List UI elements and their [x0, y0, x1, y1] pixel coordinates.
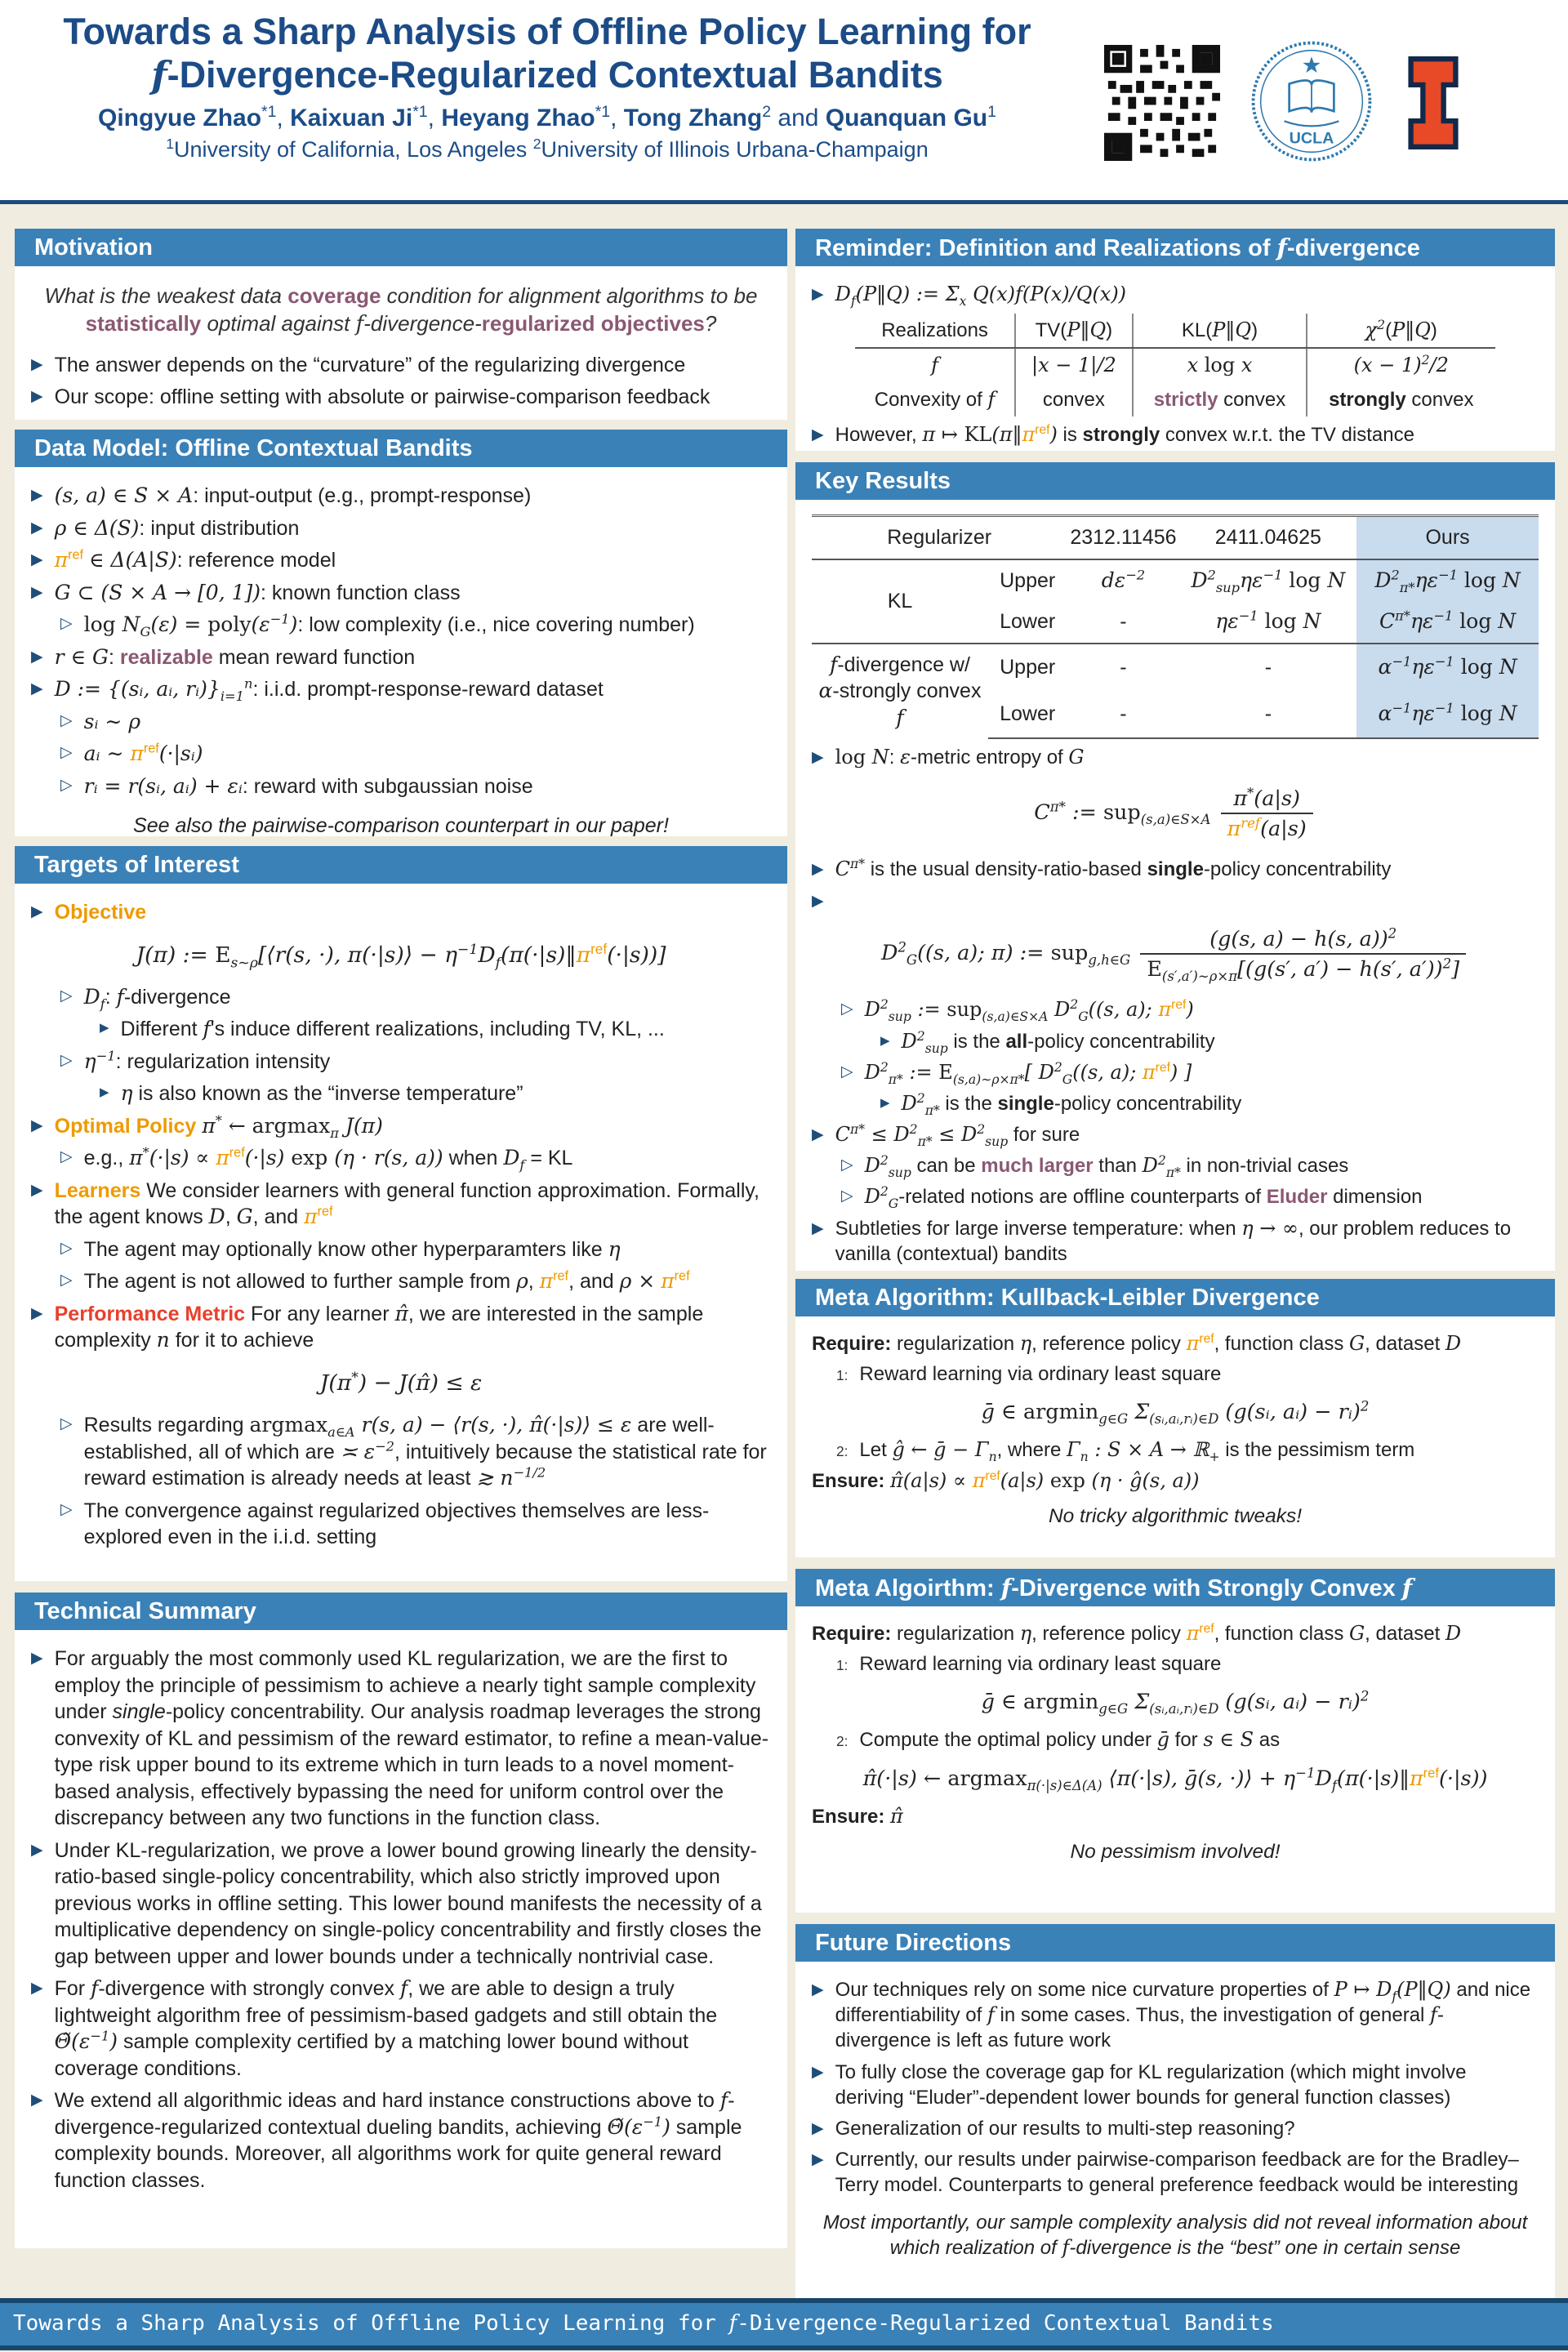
bullet-text: (s, a) ∈ S × A: input-output (e.g., prompt-response) — [54, 483, 532, 507]
equation: $C^{\pi*}$ := sup$_{(s,a)\in S\times A}$ $\frac{\pi^*(a|s)}{\pi^{ref}(a|s)}$ — [812, 785, 1539, 842]
triangle-bullet-icon: ▶ — [880, 1094, 890, 1110]
triangle-bullet-icon: ▶ — [812, 2118, 824, 2137]
triangle-bullet-icon: ▶ — [812, 1125, 824, 1144]
bullet-text: η is also known as the “inverse temperature” — [120, 1081, 523, 1106]
section-header-key-results: Key Results — [795, 462, 1555, 500]
triangle-bullet-icon: ▶ — [31, 647, 43, 666]
table-cell: - — [1180, 691, 1357, 738]
bullet-text: Different f's induce different realizations, including TV, KL, ... — [120, 1017, 665, 1041]
triangle-bullet-icon: ▷ — [841, 1000, 853, 1018]
illinois-block-i-logo — [1406, 56, 1460, 150]
bullet-text: $\pi^{ref}$ ∈ Δ(A|S): reference model — [54, 547, 336, 572]
table-header-cell: 2312.11456 — [1067, 516, 1179, 559]
bullet-text: Currently, our results under pairwise-comparison feedback are for the Bradley–Terry model. Counterparts to general preference feedback would be interesting — [835, 2149, 1519, 2197]
bullet-item — [31, 1838, 771, 1971]
bound-type: Upper — [1000, 568, 1056, 592]
bullet-text: Our scope: offline setting with absolute or pairwise-comparison feedback — [54, 385, 710, 409]
bound-type: Upper — [988, 644, 1067, 691]
bullet-item — [31, 899, 771, 926]
authors: Qingyue Zhao$^{*1}$, Kaixuan Ji$^{*1}$, Heyang Zhao$^{*1}$, Tong Zhang$^2$ and Quanquan Gu$^1$ — [98, 103, 996, 132]
title-block — [24, 10, 1070, 163]
bullet-text: rᵢ = r(sᵢ, aᵢ) + εᵢ: reward with subgaussian noise — [83, 773, 533, 798]
table-cell-ours: $C^{\pi*}\eta\varepsilon^{-1}$ log N — [1356, 601, 1539, 644]
sub-bullet-item — [60, 1498, 771, 1551]
triangle-bullet-icon: ▶ — [100, 1020, 109, 1036]
triangle-bullet-icon: ▶ — [31, 486, 43, 504]
triangle-bullet-icon: ▷ — [60, 710, 73, 729]
section-body-motivation — [15, 266, 787, 420]
bullet-item — [812, 1977, 1539, 2054]
table-header-cell: Regularizer — [812, 516, 1067, 559]
bound-type: Lower — [1000, 610, 1056, 633]
bullet-text: Learners We consider learners with general function approximation. Formally, the agent knows D, G, and $\pi^{ref}$ — [54, 1178, 760, 1229]
triangle-bullet-icon: ▶ — [812, 1218, 824, 1237]
poster-title-line1: Towards a Sharp Analysis of Offline Policy Learning for — [63, 11, 1031, 52]
bullet-text: We extend all algorithmic ideas and hard instance constructions above to f-divergence-regularized contextual dueling bandits, achieving $\Thetã(\varepsilon^{-1})$ sample complexity bounds. Moreover, all algorithms work for quite general reward function classes. — [54, 2088, 742, 2192]
sub-bullet-item — [60, 773, 771, 800]
section-body-meta-algorithm-kl — [795, 1316, 1555, 1557]
bullet-item — [812, 2147, 1539, 2198]
text-line: 1: Reward learning via ordinary least square — [836, 1363, 1222, 1386]
text-line: 1: Reward learning via ordinary least square — [836, 1653, 1222, 1676]
table-header-cell: Realizations — [855, 314, 1014, 348]
bullet-text: $D^2_{sup}$ can be much larger than $D^2_{\pi*}$ in non-trivial cases — [864, 1153, 1349, 1181]
bullet-item — [31, 515, 771, 542]
bullet-item — [812, 1216, 1539, 1267]
triangle-bullet-icon: ▷ — [60, 775, 73, 794]
bullet-text: log N: ε-metric entropy of G — [835, 746, 1085, 768]
section-body-key-results — [795, 500, 1555, 1271]
bullet-text: $D^2_{sup}$ := sup$_{(s,a)\in S\times A}$ $D^2_G((s$, a); $\pi^{ref}$) — [864, 997, 1194, 1025]
triangle-bullet-icon: ▶ — [812, 2062, 824, 2081]
triangle-bullet-icon: ▶ — [812, 748, 824, 766]
equation: ḡ ∈ argmin$_{g\in G}$ $\Sigma_{(sᵢ,aᵢ,rᵢ)\in D}$ (g(sᵢ, aᵢ) − rᵢ)$^2$ — [981, 1398, 1370, 1428]
bullet-item — [812, 422, 1539, 448]
table-cell: - — [1067, 691, 1179, 738]
triangle-bullet-icon: ▶ — [31, 1979, 43, 1997]
triangle-bullet-icon: ▷ — [60, 743, 73, 761]
bullet-item — [31, 644, 771, 671]
text-line: See also the pairwise-comparison counterpart in our paper! — [133, 814, 669, 836]
section-header-meta-algorithm-kl: Meta Algorithm: Kullback-Leibler Divergence — [795, 1279, 1555, 1316]
section-header-future-directions: Future Directions — [795, 1924, 1555, 1962]
sub-bullet-item — [100, 1080, 771, 1107]
bullet-text: $\log N_G(\varepsilon)$ = $poly(\varepsilon^{-1})$: low complexity (i.e., nice covering number) — [83, 611, 695, 639]
fraction: $\frac{(g(s, a) - h(s, a))^2}{E_{(s',a')\sim\rho\times\pi}[(g(s', a') - h(s', a'))^2]}$ — [1140, 925, 1466, 982]
equation: J(π*) − J(π̂) ≤ ε — [319, 1370, 483, 1396]
text-line: 2: Let ĝ ← ḡ − $\Gamma_n$, where $\Gamma_n$ : S × A → ℝ$_+$ is the pessimism term — [836, 1438, 1415, 1465]
text-line: Ensure: π̂(a|s) ∝ $\pi^{ref}(a|s)$ exp (η · ĝ(s, a)) — [812, 1468, 1200, 1492]
sub-bullet-item — [60, 612, 771, 639]
equation: π̂(·|s) ← argmax$_{\pi(\cdot|s)\in\Delta(A)}$ ⟨π(·|s), ḡ(s, ·)⟩ + $\eta^{-1}D_f(\pi(\cdot|s)‖\pi^{ref}(\cdot|s))$ — [862, 1765, 1488, 1793]
sub-bullet-item — [880, 1091, 1539, 1116]
bullet-text: Subtleties for large inverse temperature: when η → ∞, our problem reduces to vanilla (contextual) bandits — [835, 1216, 1512, 1265]
table-cell: - — [1180, 644, 1357, 691]
bullet-text: $D^2_G$-related notions are offline counterparts of Eluder dimension — [864, 1184, 1423, 1212]
section-body-future-directions — [795, 1962, 1555, 2298]
section-body-reminder — [795, 266, 1555, 451]
section-body-targets — [15, 884, 787, 1581]
section-header-technical-summary: Technical Summary — [15, 1592, 787, 1630]
bullet-item — [812, 2060, 1539, 2110]
triangle-bullet-icon: ▶ — [100, 1085, 109, 1100]
poster-title-line2: f-Divergence-Regularized Contextual Bandits — [151, 53, 943, 97]
bullet-text: $D^2_{\pi*}$ := $E_{(s,a)\sim\rho\times\pi*}$[ $D^2_G((s$, a); $\pi^{ref}$) ] — [864, 1059, 1192, 1087]
sub-bullet-item — [60, 984, 771, 1011]
bullet-item — [812, 2116, 1539, 2141]
table-cell: f — [931, 354, 938, 377]
table-cell: - — [1120, 610, 1127, 633]
table-cell-ours: $\alpha^{-1}\eta\varepsilon^{-1}$ log N — [1356, 644, 1539, 691]
table-cell: Convexity of f — [874, 387, 996, 411]
triangle-bullet-icon: ▶ — [31, 1303, 43, 1322]
text-line: Require: regularization η, reference policy $\pi^{ref}$, function class G, dataset D — [812, 1332, 1462, 1355]
triangle-bullet-icon: ▶ — [31, 1840, 43, 1859]
qr-code-icon — [1104, 45, 1220, 161]
bullet-text: Objective — [54, 901, 147, 924]
bound-type: Lower — [988, 691, 1067, 738]
bullet-item — [31, 676, 771, 703]
triangle-bullet-icon: ▶ — [31, 902, 43, 920]
bullet-text: The convergence against regularized objectives themselves are less-explored even in the i.i.d. setting — [83, 1499, 710, 1549]
bullet-text: Optimal Policy π* ← argmax$_\pi$ J(π) — [54, 1112, 383, 1141]
bullet-text: $D^2_{\pi*}$ is the single-policy concentrability — [901, 1090, 1242, 1118]
regularizer-kl-label: KL — [887, 589, 913, 612]
triangle-bullet-icon: ▷ — [60, 1271, 73, 1290]
sub-bullet-item — [841, 1060, 1539, 1085]
equation: $D^2_G((s$, a); π) := sup$_{g,h\in G}$ $\frac{(g(s, a) - h(s, a))^2}{E_{(s',a')\sim\rho\times\pi}[(g(s', a') - h(s', a'))^2]}$ — [812, 925, 1539, 982]
bullet-item — [31, 1178, 771, 1231]
bullet-item — [31, 384, 771, 411]
fraction: $\frac{\pi^*(a|s)}{\pi^{ref}(a|s)}$ — [1221, 785, 1313, 842]
triangle-bullet-icon: ▶ — [31, 1116, 43, 1134]
equation: ḡ ∈ argmin$_{g\in G}$ $\Sigma_{(sᵢ,aᵢ,rᵢ)\in D}$ (g(sᵢ, aᵢ) − rᵢ)$^2$ — [981, 1688, 1370, 1717]
section-body-technical-summary — [15, 1630, 787, 2248]
bullet-item — [812, 282, 1539, 307]
equation: J(π) := $E_{s\sim\rho}[⟨r(s$, ·), π(·|s)⟩ − $\eta^{-1}D_f(\pi(\cdot|s)‖\pi^{ref}(\cdot|s))$] — [136, 940, 666, 971]
triangle-bullet-icon: ▶ — [31, 387, 43, 406]
section-body-data-model — [15, 467, 787, 836]
triangle-bullet-icon: ▶ — [812, 425, 824, 443]
section-header-reminder: Reminder: Definition and Realizations of f-divergence — [795, 229, 1555, 266]
table-header-cell: KL(P‖Q) — [1133, 314, 1307, 348]
triangle-bullet-icon: ▷ — [841, 1187, 853, 1205]
table-cell: $D^2_{sup}\eta\varepsilon^{-1}$ log N — [1191, 567, 1346, 595]
bullet-text: $D^2_{sup}$ is the all-policy concentrability — [901, 1028, 1215, 1056]
bullet-text: e.g., $\pi^*(\cdot|s) \propto \pi^{ref}(\cdot|s)$ exp (η · r(s, a)) when $D_f$ = KL — [83, 1145, 573, 1174]
bullet-item — [31, 1976, 771, 2082]
bullet-item — [31, 352, 771, 379]
sub-bullet-item — [880, 1029, 1539, 1054]
bullet-item — [812, 1122, 1539, 1147]
bullet-item — [31, 1301, 771, 1354]
table-row — [855, 348, 1494, 382]
triangle-bullet-icon: ▷ — [841, 1062, 853, 1080]
sub-bullet-item — [60, 1412, 771, 1492]
affiliations: $^1$University of California, Los Angeles $^2$University of Illinois Urbana-Champaign — [166, 136, 929, 163]
label-line: f-divergence w/ — [830, 652, 970, 676]
bullet-text: sᵢ ∼ ρ — [83, 709, 141, 733]
section-header-motivation: Motivation — [15, 229, 787, 266]
bullet-text: ρ ∈ Δ(S): input distribution — [54, 515, 300, 540]
bullet-text: For arguably the most commonly used KL regularization, we are the first to employ the principle of pessimism to achieve a nearly tight sample complexity under single-policy concentrability. Our analysis roadmap leverages the strong convexity of KL and pessimism of the reward estimator, to refine a mean-value-type risk upper bound to its extreme which in turn leads to a novel moment-based analysis, effectively bypassing the need for uniform control over the discrepancy between any two functions in the function class. — [54, 1647, 769, 1829]
regularizer-f-divergence-label — [812, 644, 988, 739]
ucla-seal-logo — [1250, 39, 1374, 163]
footer-title: Towards a Sharp Analysis of Offline Policy Learning for f-Divergence-Regularized Contextual Bandits — [13, 2311, 1274, 2336]
triangle-bullet-icon: ▶ — [31, 1180, 43, 1199]
bullet-item — [31, 1113, 771, 1140]
table-cell: - — [1067, 644, 1179, 691]
bullet-item — [812, 745, 1539, 770]
header-banner — [0, 0, 1568, 200]
text-line: Require: regularization η, reference policy $\pi^{ref}$, function class G, dataset D — [812, 1622, 1462, 1645]
sub-bullet-item — [841, 1184, 1539, 1212]
bullet-text: To fully close the coverage gap for KL regularization (which might involve deriving “Eluder”-dependent lower bounds for general function classes) — [835, 2060, 1467, 2109]
svg-text:UCLA: UCLA — [1289, 129, 1334, 148]
bullet-text: $\eta^{-1}$: regularization intensity — [83, 1048, 331, 1073]
sub-bullet-item — [841, 997, 1539, 1025]
footer-bar — [0, 2298, 1568, 2350]
bullet-text: The agent is not allowed to further sample from ρ, $\pi^{ref}$, and $\rho \times \pi^{ref}$ — [83, 1269, 690, 1294]
triangle-bullet-icon: ▶ — [31, 582, 43, 601]
reminder-note — [812, 422, 1539, 448]
table-cell: $(x - 1)^2/2$ — [1307, 348, 1495, 382]
table-row — [855, 314, 1494, 348]
bullet-item — [31, 2087, 771, 2194]
sub-bullet-item — [60, 741, 771, 768]
bullet-text: Our techniques rely on some nice curvature properties of P ↦ $D_f(P‖Q)$ and nice differentiability of f in some cases. Thus, the investigation of general f-divergence is left as future work — [835, 1978, 1531, 2052]
bullet-text: D := {(sᵢ, aᵢ, $rᵢ)\}_{i=1}^n$: i.i.d. prompt-response-reward dataset — [54, 675, 604, 704]
bullet-text: The answer depends on the “curvature” of the regularizing divergence — [54, 353, 686, 376]
triangle-bullet-icon: ▶ — [31, 550, 43, 568]
bullet-text: However, π ↦ $KL(\pi‖\pi^{ref})$ is strongly convex w.r.t. the TV distance — [835, 422, 1414, 446]
bullet-text: G ⊂ (S × A → [0, 1]): known function class — [54, 580, 461, 604]
text-line: No tricky algorithmic tweaks! — [1048, 1504, 1303, 1527]
triangle-bullet-icon: ▶ — [31, 679, 43, 697]
triangle-bullet-icon: ▶ — [31, 2091, 43, 2109]
text-line: What is the weakest data coverage condition for alignment algorithms to be statistically optimal against f-divergence-regularized objectives? — [44, 283, 758, 336]
table-header-cell-ours: Ours — [1356, 516, 1539, 559]
table-header-cell: $\chi^2(P‖Q)$ — [1307, 314, 1495, 348]
bullet-item — [812, 889, 1539, 911]
table-cell-ours: $D^2_{\pi*}\eta\varepsilon^{-1}$ log N — [1356, 559, 1539, 602]
bullet-text: Generalization of our results to multi-step reasoning? — [835, 2117, 1295, 2140]
key-results-table — [812, 514, 1539, 739]
table-row — [812, 644, 1539, 691]
bullet-item — [31, 580, 771, 607]
table-row — [812, 516, 1539, 559]
sub-bullet-item — [60, 1145, 771, 1172]
label-line: α-strongly convex f — [818, 679, 982, 729]
f-divergence-realizations-table — [855, 314, 1494, 416]
header-divider — [0, 200, 1568, 204]
bullet-item — [812, 857, 1539, 882]
sub-bullet-item — [60, 1236, 771, 1263]
reminder-definition — [812, 282, 1539, 307]
bullet-text: r ∈ G: realizable mean reward function — [54, 644, 416, 669]
text-line: No pessimism involved! — [1070, 1840, 1281, 1863]
bullet-text: $C^{\pi*} \le D^2_{\pi*} \le D^2_{sup}$ for sure — [835, 1122, 1080, 1149]
table-cell: x log x — [1133, 348, 1307, 382]
text-line: Most importantly, our sample complexity analysis did not reveal information about which realization of f-divergence is the “best” one in certain sense — [822, 2211, 1528, 2259]
triangle-bullet-icon: ▶ — [31, 518, 43, 537]
triangle-bullet-icon: ▷ — [60, 1414, 73, 1433]
bullet-item — [31, 547, 771, 574]
triangle-bullet-icon: ▷ — [60, 1147, 73, 1166]
triangle-bullet-icon: ▶ — [812, 860, 824, 879]
table-row — [812, 559, 1539, 602]
triangle-bullet-icon: ▷ — [60, 614, 73, 632]
table-row — [855, 383, 1494, 416]
triangle-bullet-icon: ▶ — [812, 891, 824, 910]
sub-bullet-item — [60, 1268, 771, 1295]
text-line: Ensure: π̂ — [812, 1804, 903, 1828]
section-header-data-model: Data Model: Offline Contextual Bandits — [15, 430, 787, 467]
section-body-meta-algorithm-f — [795, 1606, 1555, 1913]
bullet-text: $D_f$: f-divergence — [83, 984, 231, 1012]
table-cell: strongly convex — [1307, 383, 1495, 416]
table-header-cell: TV(P‖Q) — [1015, 314, 1133, 348]
bullet-text: Under KL-regularization, we prove a lower bound growing linearly the density-ratio-based single-policy concentrability, which also strictly improved upon previous works in offline setting. This lower bound manifests the necessity of a multiplicative dependency on single-policy concentrability and firstly closes the gap between upper and lower bounds under a technically nontrivial case. — [54, 1838, 762, 1968]
triangle-bullet-icon: ▷ — [60, 1238, 73, 1257]
triangle-bullet-icon: ▷ — [60, 1050, 73, 1069]
bullet-text: aᵢ ∼ $\pi^{ref}(\cdot|sᵢ)$ — [83, 741, 203, 765]
table-cell: |x − 1|/2 — [1015, 348, 1133, 382]
table-cell: $d\varepsilon^{-2}$ — [1101, 567, 1146, 592]
bullet-text: Results regarding argmax$_{a\in A}$ r(s, a) − ⟨r(s, ·), π̂(·|s)⟩ ≤ ε are well-established, all of which are ≍ $\varepsilon^{-2}$, intuitively because the statistical rate for reward estimation is already needs at least ≳ $n^{-1/2}$ — [83, 1413, 767, 1490]
bullet-item — [31, 1646, 771, 1832]
bullet-text: Performance Metric For any learner π̂, we are interested in the sample complexity n for it to achieve — [54, 1301, 704, 1352]
bullet-item — [31, 483, 771, 510]
table-cell: strictly convex — [1133, 383, 1307, 416]
bullet-text: $D_f(P‖Q)$ := $\Sigma_x$ Q(x)f(P(x)/Q(x)) — [835, 283, 1127, 309]
sub-bullet-item — [100, 1016, 771, 1043]
section-header-targets: Targets of Interest — [15, 846, 787, 884]
triangle-bullet-icon: ▶ — [880, 1032, 890, 1048]
triangle-bullet-icon: ▶ — [812, 2150, 824, 2169]
table-cell-ours: $\alpha^{-1}\eta\varepsilon^{-1}$ log N — [1356, 691, 1539, 738]
triangle-bullet-icon: ▷ — [841, 1156, 853, 1174]
key-results-notes — [812, 745, 1539, 1271]
table-cell: convex — [1015, 383, 1133, 416]
triangle-bullet-icon: ▶ — [31, 354, 43, 373]
triangle-bullet-icon: ▶ — [812, 285, 824, 303]
table-cell: $\eta\varepsilon^{-1}$ log N — [1215, 608, 1321, 633]
triangle-bullet-icon: ▷ — [60, 1499, 73, 1518]
bullet-text: $C^{\pi*}$ is the usual density-ratio-based single-policy concentrability — [835, 857, 1392, 881]
section-header-meta-algorithm-f: Meta Algoirthm: f-Divergence with Strongly Convex f — [795, 1569, 1555, 1606]
triangle-bullet-icon: ▶ — [31, 1649, 43, 1667]
sub-bullet-item — [841, 1153, 1539, 1181]
sub-bullet-item — [60, 709, 771, 736]
bullet-text: The agent may optionally know other hyperparamters like η — [83, 1236, 621, 1261]
triangle-bullet-icon: ▶ — [812, 1980, 824, 1998]
table-header-cell: 2411.04625 — [1180, 516, 1357, 559]
sub-bullet-item — [60, 1049, 771, 1076]
bullet-text: For f-divergence with strongly convex f, we are able to design a truly lightweight algorithm free of pessimism-based gadgets and still obtain the $\Thetã(\varepsilon^{-1})$ sample complexity certified by a matching lower bound without coverage conditions. — [54, 1976, 718, 2080]
text-line: 2: Compute the optimal policy under ḡ for s ∈ S as — [836, 1728, 1281, 1752]
triangle-bullet-icon: ▷ — [60, 986, 73, 1004]
